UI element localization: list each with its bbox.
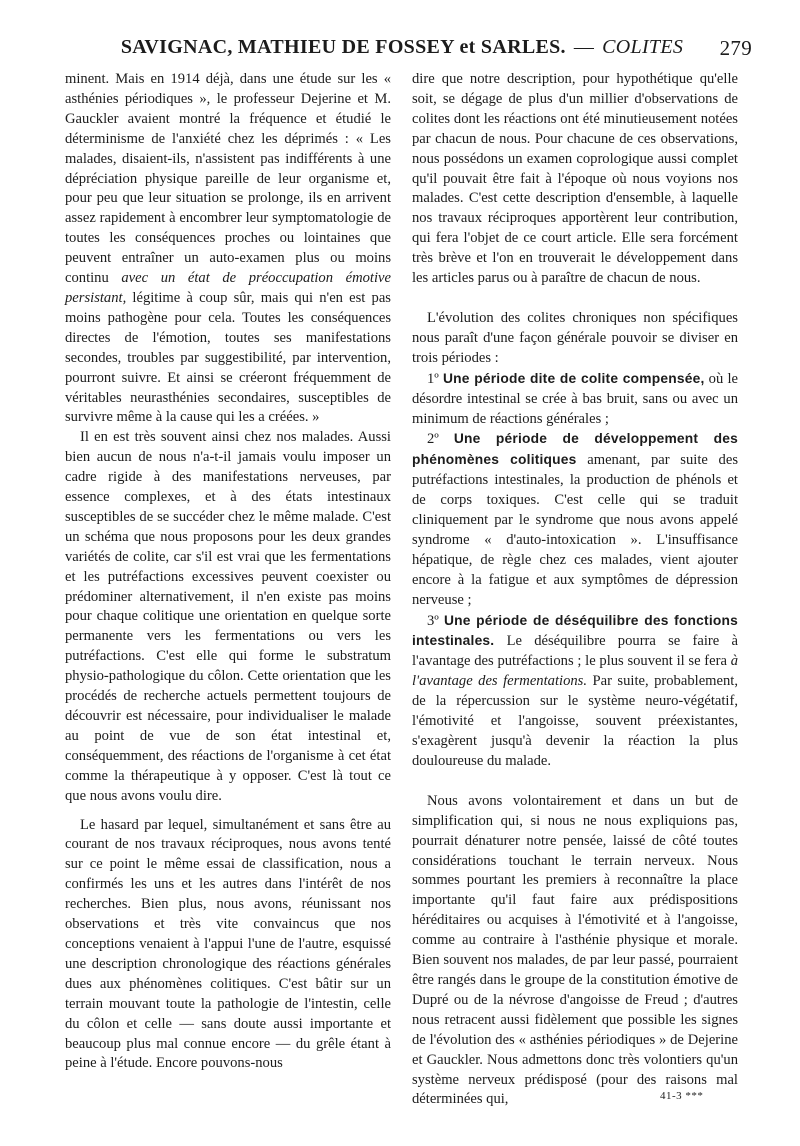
list-number: 1º [427,370,439,387]
header-authors: SAVIGNAC, MATHIEU DE FOSSEY et SARLES. [120,36,566,58]
list-text: où le désordre intestinal se crée à bas bruit, sans ou avec un minimum de réactions générales ; [412,370,738,427]
list-text-end: Par suite, probablement, de la répercussion sur le système neuro-végétatif, l'émotivité et l'angoisse, souvent préexistantes, s'exagèrent jusqu'à devenir la réaction la plus douloureuse du malade. [412,673,738,769]
running-header [52,36,752,66]
paragraph: Le hasard par lequel, simultanément et sans être au courant de nos travaux réciproques, nous avons tenté sur ce point le même essai de classification, nous a confirmés les uns et les autres dans l'intérêt de nos recherches. Bien plus, nous avons, réunissant nos observations et très vite convaincus que nos conceptions venaient à l'appui l'une de l'autre, esquissé une description chronologique des réactions générales dues aux phénomènes colitiques. C'est bâtir sur un terrain mouvant toute la pathologie de l'intestin, celle du côlon et celle — sans doute aussi importante et beaucoup plus mal connue encore — du grêle étant à peine à l'étude. Encore pouvons-nous [65,816,391,1072]
right-column [412,70,738,1110]
list-number: 2º [427,431,439,448]
list-title: Une période de développement des phénomènes colitiques [412,431,738,468]
header-topic: COLITES [602,36,684,58]
list-title: Une période dite de colite compensée, [443,370,705,386]
list-title: Une période de déséquilibre des fonctions intestinales. [412,612,738,649]
list-text: Le déséquilibre pourra se faire à l'avantage des putréfactions ; le plus souvent il se fera [412,633,738,670]
paragraph: dire que notre description, pour hypothétique qu'elle soit, se dégage de plus d'un millier d'observations de colites dont les réactions ont été minutieusement notées par chacun de nous. Pour chacune de ces observations, nous possédons un examen coprologique aussi complet qu'il pouvait être fait à l'époque où nous voyions nos malades. C'est cette description d'ensemble, à laquelle nos travaux réciproques apportèrent leur contribution, qui fera l'objet de ce court article. Elle sera forcément très brève et l'on en trouverait le développement dans les articles parus ou à paraître de chacun de nous. [412,71,738,287]
page-number: 279 [719,36,752,60]
list-item [412,369,738,430]
italic-quote: avec un état de préoccupation émotive persistant, [65,270,391,306]
paragraph-text: minent. Mais en 1914 déjà, dans une étude sur les « asthénies périodiques », le professeur Dejerine et M. Gauckler avaient montré la fréquence et étudié le déterminisme de l'anxiété chez les déprimés : « Les malades, disaient-ils, n'assistent pas indifférents à une dépréciation physique pareille de leur organisme et, pour peu que leur situation se prolonge, ils en arrivent assez rapidement à encombrer leur symptomatologie de toutes les conséquences proches ou lointaines que peuvent entraîner un auto-examen plus ou moins continu [65,71,391,287]
list-italic: à l'avantage des fermentations. [412,653,738,690]
list-text: amenant, par suite des putréfactions intestinales, la production de phénols et de corps toxiques. C'est celle qui se traduit cliniquement par le syndrome que nous avons appelé syndrome « d'auto-intoxication ». L'insuffisance hépatique, de règle chez ces malades, vient ajouter encore à la fatigue et aux symptômes de dépression nerveuse ; [412,452,739,608]
paragraph: Nous avons volontairement et dans un but de simplification qui, si nous ne nous expliquions pas, pourrait dénaturer notre pensée, laissé de côté toutes considérations touchant le terrain nerveux. Nous sommes pourtant les premiers à reconnaître la place importante qu'il faut faire aux prédispositions héréditaires ou acquises à l'émotivité et à l'angoisse, comme au contraire à l'asthénie physique et morale. Bien souvent nos malades, de par leur passé, pourraient être rangés dans le groupe de la constitution émotive de Dupré ou de la névrose d'angoisse de Freud ; d'autres nous retracent aussi fidèlement que possible les signes de l'évolution des « asthénies périodiques » de Dejerine et Gauckler. Nous admettons donc très volontiers qu'un système nerveux prédisposé (pour des raisons mal déterminées qui, [412,792,738,1108]
left-column [65,70,391,1074]
paragraph: Il en est très souvent ainsi chez nos malades. Aussi bien aucun de nous n'a-t-il jamais voulu imposer un cadre rigide à des manifestations nerveuses, par essence complexes, et à des états intestinaux susceptibles de se succéder chez le même malade. C'est un schéma que nous proposons pour les deux grandes variétés de colite, car s'il est vrai que les fermentations et les putréfactions excessives peuvent coexister ou prédominer alternativement, il n'en existe pas moins pour chaque colitique une orientation en quelque sorte permanente vers les fermentations ou vers les putréfactions. C'est elle qui forme le substratum physio-pathologique du côlon. Cette orientation que les procédés de recherche actuels permettent toujours de découvrir est nécessaire, pour individualiser le malade au point de vue de son état intestinal et, conséquemment, des réactions de l'organisme à cet état comme la thérapeutique à y opposer. C'est là tout ce que nous avons voulu dire. [65,429,391,804]
list-number: 3º [427,612,439,629]
list-item [412,611,738,772]
paragraph-text: légitime à coup sûr, mais qui n'en est pas moins pathogène pour cela. Toutes les conséquences directes de l'émotion, toutes ses manifestations secondes, troubles par suggestibilité, par intervention, pourront suivre. Et ainsi se créeront fréquemment de véritables neurasthénies secondaires, susceptibles de survivre même à la cause qui les a créées. » [65,289,391,426]
paragraph [65,70,391,428]
paragraph: L'évolution des colites chroniques non spécifiques nous paraît d'une façon générale pouvoir se diviser en trois périodes : [412,309,738,366]
printer-signature: 41-3 *** [660,1090,704,1102]
list-item [412,429,738,610]
header-separator: — [573,36,595,58]
